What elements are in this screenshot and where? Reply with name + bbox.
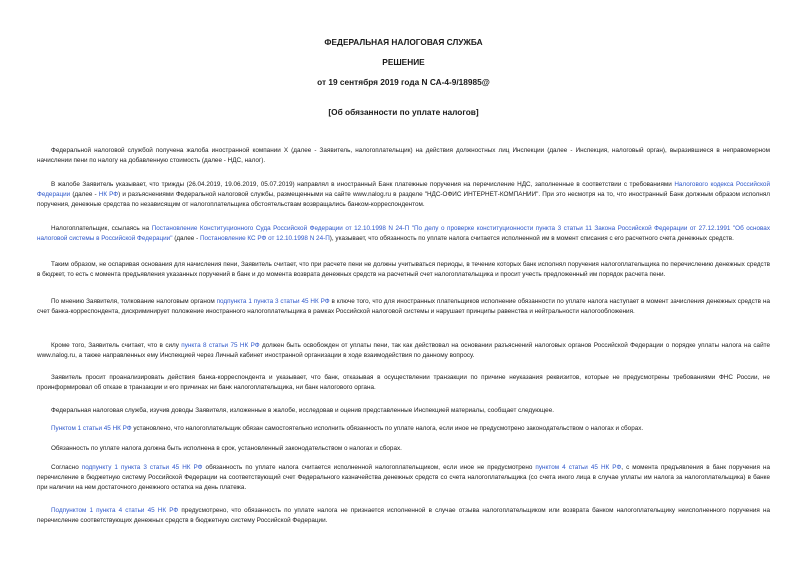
paragraph <box>37 373 770 393</box>
paragraph-text: (далее - <box>172 235 200 243</box>
paragraph <box>37 341 770 361</box>
paragraph-text: Федеральная налоговая служба, изучив доводы Заявителя, изложенные в жалобе, исследовав и оценив представленные Инспекцией материалы, сообщает следующее. <box>51 407 554 414</box>
paragraph <box>37 260 770 280</box>
paragraph <box>37 424 770 434</box>
paragraph-text: предусмотрено, что обязанность по уплате налога не признается исполненной в случае отзыва налогоплательщиком или возврата банком налогоплательщику неисполненного поручения на перечисление соответствующих денежных средств в бюджетную систему Российской Федерации. <box>37 507 770 525</box>
paragraph-text: , с момента предъявления в банк поручения на перечисление в бюджетную систему Российской Федерации на соответствующий счет Федерального казначейства денежных средств со счета налогоплательщика (со счета иного лица в случае уплаты им налога за налогоплательщика) в банке при наличии на нем достаточного денежного остатка на день платежа. <box>37 464 770 492</box>
legal-reference-link[interactable]: Постановление КС РФ от 12.10.1998 N 24-П <box>199 235 330 243</box>
legal-reference-link[interactable]: подпункту 1 пункта 3 статьи 45 НК РФ <box>81 464 203 471</box>
paragraph-text: обязанность по уплате налога считается исполненной налогоплательщиком, если иное не предусмотрено <box>202 464 536 471</box>
legal-reference-link[interactable]: Пунктом 1 статьи 45 НК РФ <box>51 425 132 432</box>
paragraph-text: установлено, что налогоплательщик обязан самостоятельно исполнить обязанность по уплате налога, если иное не предусмотрено законодательством о налогах и сборах. <box>131 425 644 432</box>
paragraph-text: ), указывает, что обязанность по уплате налога считается исполненной им в момент списания с его расчетного счета денежных средств. <box>329 235 734 243</box>
legal-reference-link[interactable]: пункта 8 статьи 75 НК РФ <box>181 342 260 349</box>
paragraph <box>37 297 770 317</box>
paragraph-text: Согласно <box>51 464 82 471</box>
paragraph-text: Заявитель просит проанализировать действия банка-корреспондента и указывает, что банк, отказывая в осуществлении транзакции по причине неуказания реквизитов, которые не предусмотрены требованиями ФНС России, не проинформировал об отказе в транзакции и его причинах ни банк налогоплательщика, ни банк налогового органа. <box>37 374 770 392</box>
paragraph <box>37 463 770 493</box>
document-date-number: от 19 сентября 2019 года N СА-4-9/18985@ <box>317 77 490 87</box>
paragraph <box>37 406 770 416</box>
legal-reference-link[interactable]: пунктом 4 статьи 45 НК РФ <box>535 464 622 471</box>
legal-reference-link[interactable]: подпункта 1 пункта 3 статьи 45 НК РФ <box>216 298 330 305</box>
legal-reference-link[interactable]: Подпунктом 1 пункта 4 статьи 45 НК РФ <box>51 507 179 514</box>
legal-reference-link[interactable]: Постановление Конституционного Суда Российской Федерации от 12.10.1998 N 24-П "По делу о проверке конституционности пункта 3 статьи 11 Закона Российской Федерации от 27.12.1991 "Об основах налоговой системы в Российской Федерации" <box>37 225 770 243</box>
paragraph-text: ) и разъяснениями Федеральной налоговой службы, размещенными на сайте www.nalog.ru в разделе "НДС-ОФИС ИНТЕРНЕТ-КОМПАНИИ". При это несмотря на то, что иностранный Банк должным образом исполнял поручения, денежные средства по независящим от налогоплательщика обстоятельствам возвращались банком-корреспондентом. <box>37 191 771 209</box>
paragraph-text: в ключе того, что для иностранных плательщиков исполнение обязанности по уплате налога наступает в момент зачисления денежных средств на счет банка-корреспондента, дискриминирует положение иностранного налогоплательщика в рамках Российской налоговой системы и нарушает принципы равенства и нейтральности налогообложения. <box>37 298 770 316</box>
paragraph-text: Таким образом, не оспаривая основания для начисления пени, Заявитель считает, что при расчете пени не должны учитываться периоды, в течение которых банк исполнял поручения налогоплательщика по перечислению денежных средств в бюджет, то есть с момента предъявления указанных поручений в банк и до момента возврата денежных средств на расчетный счет налогоплательщика и просит учесть предложенный им порядок расчета пени. <box>37 261 770 279</box>
document-subject: [Об обязанности по уплате налогов] <box>328 107 479 117</box>
paragraph-text: (далее - <box>70 191 99 199</box>
paragraph-text: должен быть освобожден от уплаты пени, так как действовал на основании разъяснений налоговых органов Российской Федерации о порядке уплаты налога на сайте www.nalog.ru, а также направленных ему Инспекцией через Личный кабинет иностранной организации в ходе взаимодействия по данному вопросу. <box>37 342 770 360</box>
paragraph-text: Налогоплательщик, ссылаясь на <box>51 225 152 232</box>
paragraph-text: В жалобе Заявитель указывает, что трижды (26.04.2019, 19.06.2019, 05.07.2019) направлял в иностранный Банк платежные поручения на перечисление НДС, заполненные в соответствии с требованиями <box>51 181 675 188</box>
paragraph-text: Федеральной налоговой службой получена жалоба иностранной компании X (далее - Заявитель, налогоплательщик) на действия должностных лиц Инспекции (далее - Инспекция, налоговый орган), выразившиеся в неправомерном начислении пени по налогу на добавленную стоимость (далее - НДС, налог). <box>37 147 770 165</box>
paragraph <box>37 180 770 210</box>
legal-reference-link[interactable]: Налогового кодекса Российской Федерации <box>37 181 770 199</box>
paragraph <box>37 506 770 526</box>
agency-title: ФЕДЕРАЛЬНАЯ НАЛОГОВАЯ СЛУЖБА <box>324 37 483 47</box>
paragraph <box>37 146 770 166</box>
paragraph-text: Кроме того, Заявитель считает, что в силу <box>51 342 182 349</box>
paragraph <box>37 444 770 454</box>
paragraph <box>37 224 770 244</box>
paragraph-text: По мнению Заявителя, толкование налоговым органом <box>51 298 217 305</box>
paragraph-text: Обязанность по уплате налога должна быть исполнена в срок, установленный законодательством о налогах и сборах. <box>51 445 402 452</box>
document-type: РЕШЕНИЕ <box>382 57 425 67</box>
legal-reference-link[interactable]: НК РФ <box>98 191 119 199</box>
